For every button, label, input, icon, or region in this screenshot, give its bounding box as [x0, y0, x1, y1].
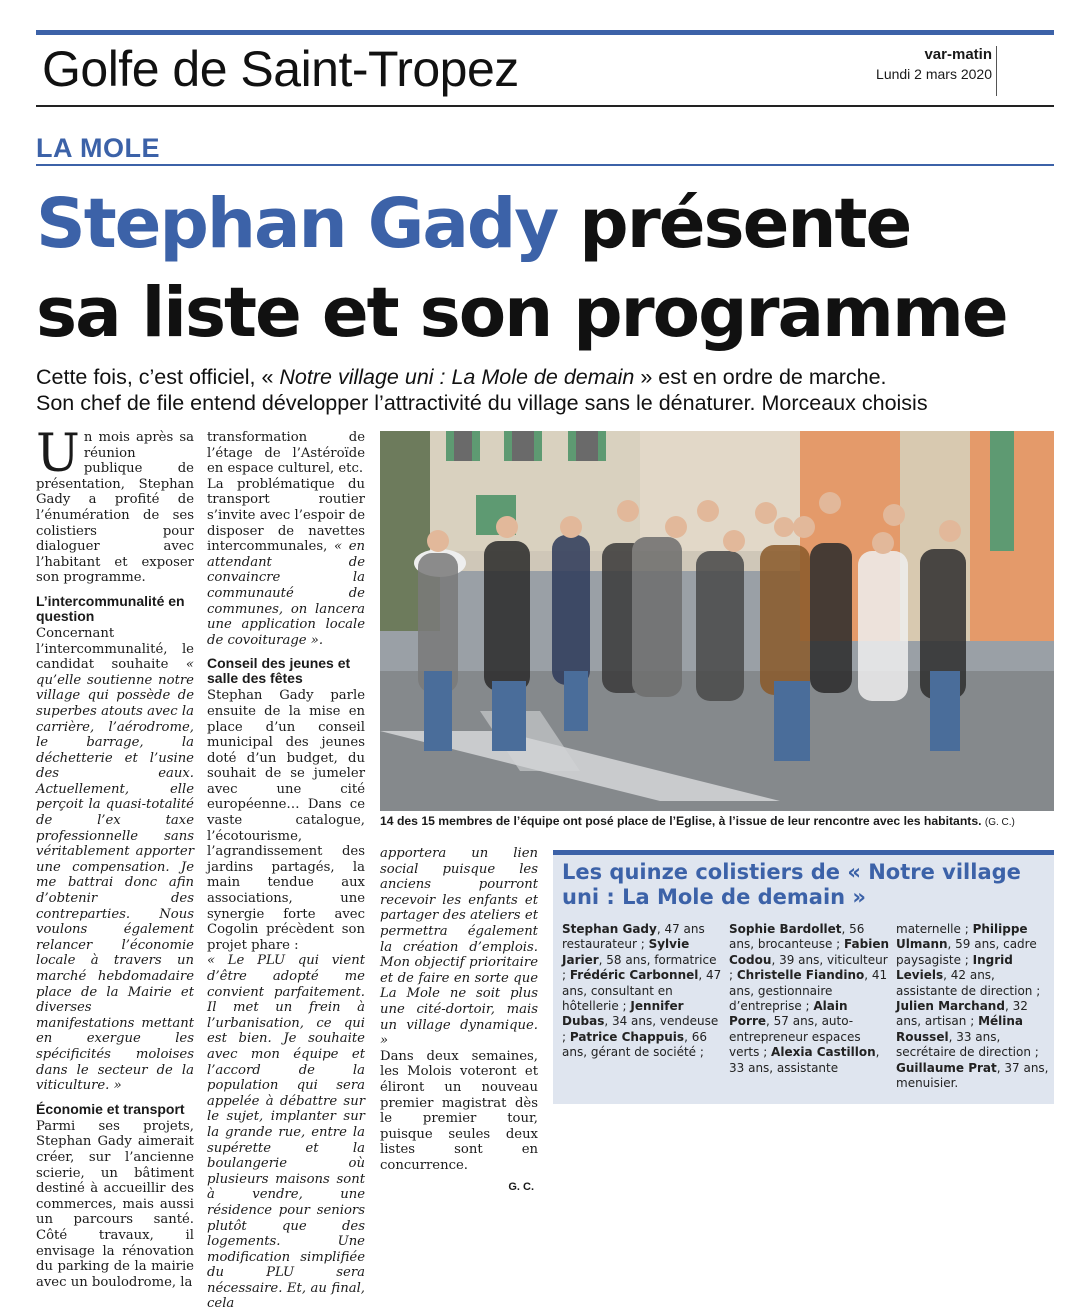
photo-credit: (G. C.) [984, 817, 1015, 828]
member-name: Stephan Gady [562, 922, 657, 936]
member-name: Sophie Bardollet [729, 922, 842, 936]
member-info: maternelle ; [896, 922, 973, 936]
member-name: Patrice Chappuis [569, 1029, 685, 1044]
member-info: , 39 ans, viticulteur ; [729, 952, 888, 983]
member-info: , 47 ans restaurateur ; [562, 922, 705, 952]
headline [36, 180, 1066, 358]
member-info: , 42 ans, assistante de direction ; [896, 968, 1041, 998]
quote: apportera un lien social puisque les anciens pourront recevoir les enfants et partager des ateliers et permettra également la création d’emplois. Mon objectif prioritaire et de faire en sorte que La Mole ne soit plus une cité-dortoir, mais un village dynamique. » [380, 846, 538, 1049]
member-info: , 33 ans, secrétaire de direction ; [896, 1029, 1039, 1060]
headline-part1: présente [579, 184, 911, 264]
paragraph: Stephan Gady parle ensuite de la mise en place d’un conseil municipal des jeunes doté d’un budget, du souhait de se jumeler avec une cité européenne… Dans ce vaste catalogue, l’écotourisme, l’agrandissement des jardins partagés, la main tendue aux associations, une synergie forte avec Cogolin précèdent son projet phare : [207, 688, 365, 953]
member-info: , 37 ans, menuisier. [896, 1060, 1049, 1091]
kicker: LA MOLE [36, 133, 160, 163]
lede-quote: Notre village uni : La Mole de demain [279, 365, 635, 389]
box-top-rule [553, 850, 1054, 855]
quote: « en attendant de convaincre la communauté de communes, on lancera une application locale de covoiturage ». [207, 539, 365, 648]
member-info: , 58 ans, formatrice ; [562, 952, 717, 983]
caption-text: 14 des 15 membres de l’équipe ont posé place de l’Eglise, à l’issue de leur rencontre avec les habitants. [380, 814, 982, 828]
drop-cap: U [36, 424, 80, 484]
lede-line2: Son chef de file entend développer l’attractivité du village sans le dénaturer. Morceaux choisis [36, 391, 928, 415]
subhead-intercommunalite: L’intercommunalité en question [36, 592, 185, 624]
paragraph: transformation de l’étage de l’Astéroïde en espace culturel, etc. [207, 430, 365, 477]
member-info: , 57 ans, auto-entrepreneur espaces verts ; [729, 1014, 861, 1060]
member-name: Sylvie Jarier [562, 937, 690, 967]
top-rule [36, 30, 1054, 35]
lede [36, 364, 1066, 416]
paragraph: Concernant l’intercommunalité, le candidat souhaite [36, 625, 194, 673]
member-name: Fabien Codou [729, 937, 890, 967]
issue-date: Lundi 2 mars 2020 [876, 66, 992, 82]
box-title: Les quinze colistiers de « Notre village uni : La Mole de demain » [562, 860, 1021, 909]
newspaper-brand: var-matin [924, 46, 992, 63]
member-name: Mélina Roussel [896, 1014, 1024, 1044]
photo-caption [380, 814, 1060, 828]
member-name: Guillaume Prat [896, 1060, 997, 1075]
member-info: , 47 ans, consultant en hôtellerie ; [562, 968, 722, 1014]
paragraph: Parmi ses projets, Stephan Gady aimerait créer, sur l’ancienne scierie, un bâtiment destiné à accueillir des commerces, mais aussi un parcours santé. Côté travaux, il envisage la rénovation du parking de la mairie avec un boulodrome, la [36, 1118, 194, 1290]
group-photo [380, 431, 1054, 811]
member-info: , 59 ans, cadre paysagiste ; [896, 937, 1037, 967]
subhead-conseil: Conseil des jeunes et salle des fêtes [207, 655, 351, 687]
kicker-rule [36, 164, 1054, 166]
member-name: Christelle Fiandino [736, 968, 865, 983]
member-name: Jennifer Dubas [562, 999, 684, 1029]
member-info: , 56 ans, brocanteuse ; [729, 922, 865, 952]
article-column-2 [207, 430, 365, 1312]
paragraph: La problématique du transport routier s’invite avec l’espoir de disposer de navettes intercommunales, [207, 476, 365, 555]
member-name: Alain Porre [729, 999, 848, 1029]
intro-paragraph: n mois après sa réunion publique de présentation, Stephan Gady a profité de l’énumération de ses colistiers pour dialoguer avec l’habitant et exposer son programme. [36, 430, 194, 586]
article-column-3 [380, 846, 538, 1196]
quote: « qu’elle soutienne notre village qui possède de superbes atouts avec la carrière, l’aérodrome, le barrage, la déchetterie et l’usine des eaux. Actuellement, elle perçoit la quasi-totalité de l’ex taxe professionnelle sans véritablement apporter une compensation. Je me battrai donc afin d’obtenir des contreparties. Nous voulons également relancer l’économie locale à travers un marché hebdomadaire place de la Mairie et diverses manifestations mettant en exergue les spécificités moloises dans le secteur de la viticulture. » [36, 657, 194, 1094]
member-name: Alexia Castillon [771, 1045, 876, 1060]
member-name: Julien Marchand [896, 999, 1005, 1014]
author-signature: G. C. [508, 1181, 534, 1194]
lede-text-end: » est en ordre de marche. [634, 365, 887, 389]
member-name: Philippe Ulmann [896, 922, 1028, 952]
subhead-economie: Économie et transport [36, 1100, 185, 1117]
member-info: , 34 ans, vendeuse ; [562, 1014, 719, 1044]
article-column-1 [36, 424, 194, 1290]
member-info: , 33 ans, assistante [729, 1045, 880, 1075]
box-column-3 [896, 922, 1056, 1091]
header-rule [36, 105, 1054, 107]
box-column-2 [729, 922, 889, 1076]
member-info: , 66 ans, gérant de société ; [562, 1029, 707, 1060]
member-name: Frédéric Carbonnel [569, 968, 699, 983]
member-info: , 41 ans, gestionnaire d’entreprise ; [729, 968, 888, 1014]
section-title: Golfe de Saint-Tropez [42, 41, 519, 97]
headline-part2: sa liste et son programme [36, 273, 1007, 353]
quote: « Le PLU qui vient d’être adopté me convient parfaitement. Il met un frein à l’urbanisation, ce qui est bien. Je souhaite avec mon équipe et l’accord de la population qui sera appelée à débattre sur le sujet, implanter sur la grande rue, entre la supérette et la boulangerie où plusieurs maisons sont à vendre, une résidence pour seniors plutôt que des logements. Une modification simplifiée du PLU sera nécessaire. Et, au final, cela [207, 953, 365, 1312]
box-column-1 [562, 922, 722, 1061]
member-info: , 32 ans, artisan ; [896, 999, 1028, 1029]
paragraph: Dans deux semaines, les Molois voteront et éliront un nouveau premier magistrat dès le premier tour, puisque seules deux listes sont en concurrence. [380, 1048, 538, 1173]
headline-name: Stephan Gady [36, 184, 558, 264]
header-divider [996, 46, 997, 96]
lede-text: Cette fois, c’est officiel, « [36, 365, 280, 389]
member-name: Ingrid Leviels [896, 952, 1013, 983]
